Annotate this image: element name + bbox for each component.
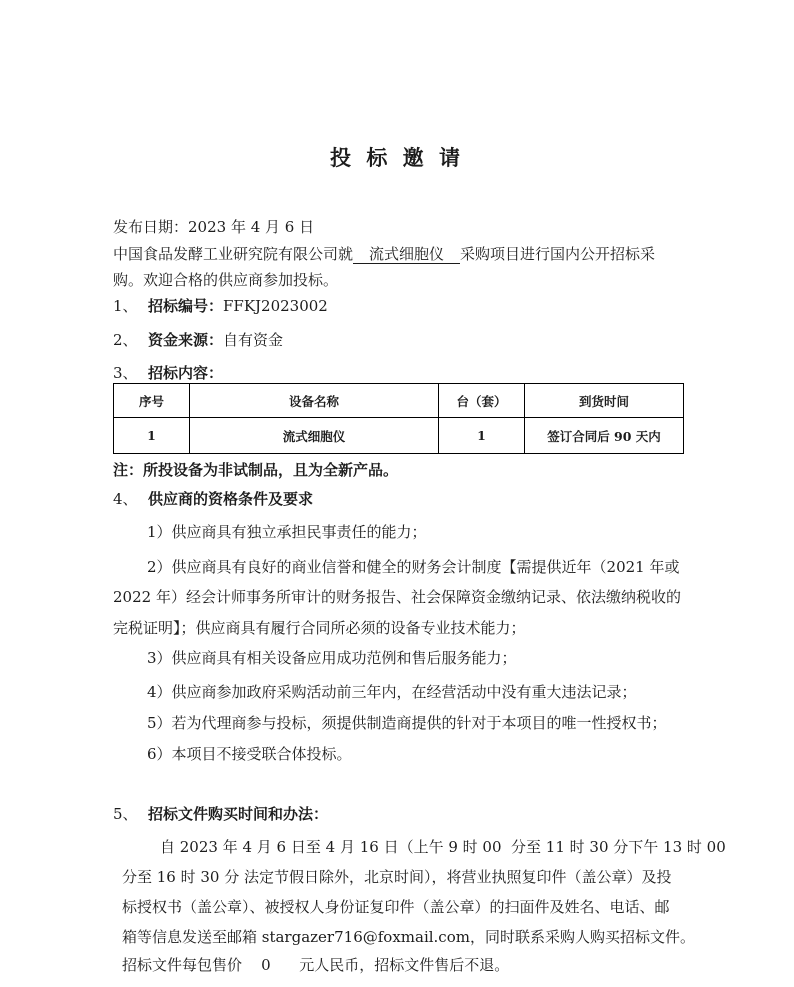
equipment-note: 注：所投设备为非试制品，且为全新产品。 (113, 461, 399, 479)
purchase-paragraph-line-5: 招标文件每包售价 0 元人民币，招标文件售后不退。 (122, 956, 510, 974)
intro-line-2: 购。欢迎合格的供应商参加投标。 (113, 271, 339, 289)
equipment-table (113, 383, 684, 454)
qualification-line-5: 5）若为代理商参与投标，须提供制造商提供的针对于本项目的唯一性授权书； (147, 714, 667, 732)
qualification-line-2: 2）供应商具有良好的商业信誉和健全的财务会计制度【需提供近年（2021 年或 (147, 558, 680, 576)
item-1-number: 1、 (113, 297, 138, 315)
intro-line-1 (113, 246, 655, 264)
cell-equipment: 流式细胞仪 (190, 418, 439, 454)
cell-seq: 1 (114, 418, 190, 454)
purchase-paragraph-line-1: 自 2023 年 4 月 6 日至 4 月 16 日（上午 9 时 00 分至 11 时 30 分下午 13 时 00 (160, 838, 726, 856)
equipment-table-row (114, 418, 684, 454)
header-quantity: 台（套） (439, 384, 525, 418)
item-5-label: 招标文件购买时间和办法： (148, 805, 329, 823)
purchase-paragraph-line-4: 箱等信息发送至邮箱 stargazer716@foxmail.com，同时联系采购人购买招标文件。 (122, 928, 695, 946)
qualification-line-4: 4）供应商参加政府采购活动前三年内，在经营活动中没有重大违法记录； (147, 683, 637, 701)
item-3-tender-content (113, 365, 223, 382)
item-2-fund-source (113, 332, 283, 349)
item-4-number: 4、 (113, 490, 138, 508)
publish-date-line: 发布日期：2023 年 4 月 6 日 (113, 218, 315, 236)
project-name-underlined: 流式细胞仪 (353, 246, 460, 264)
item-3-label: 招标内容： (148, 364, 224, 382)
purchase-paragraph-line-3: 标授权书（盖公章）、被授权人身份证复印件（盖公章）的扫面件及姓名、电话、邮 (122, 898, 670, 916)
intro-line-1-pre: 中国食品发酵工业研究院有限公司就 (113, 245, 354, 263)
qualification-line-3: 3）供应商具有相关设备应用成功范例和售后服务能力； (147, 649, 517, 667)
item-3-number: 3、 (113, 364, 138, 382)
intro-line-1-post: 采购项目进行国内公开招标采 (460, 245, 656, 263)
qualification-line-2b: 2022 年）经会计师事务所审计的财务报告、社会保障资金缴纳记录、依法缴纳税收的 (113, 588, 681, 606)
qualification-line-2c: 完税证明】；供应商具有履行合同所必须的设备专业技术能力； (113, 619, 526, 637)
item-2-label: 资金来源： (148, 331, 224, 349)
qualification-line-1: 1）供应商具有独立承担民事责任的能力； (147, 523, 427, 541)
cell-quantity: 1 (439, 418, 525, 454)
header-equipment: 设备名称 (190, 384, 439, 418)
item-4-qualifications-heading (113, 491, 313, 508)
header-delivery: 到货时间 (525, 384, 684, 418)
item-2-value: 自有资金 (223, 331, 284, 349)
item-1-value: FFKJ2023002 (223, 297, 328, 315)
purchase-paragraph-line-2: 分至 16 时 30 分 法定节假日除外，北京时间），将营业执照复印件（盖公章）及投 (122, 868, 672, 886)
item-5-purchase-heading (113, 806, 328, 823)
item-2-number: 2、 (113, 331, 138, 349)
header-seq: 序号 (114, 384, 190, 418)
item-4-label: 供应商的资格条件及要求 (148, 490, 314, 508)
cell-delivery: 签订合同后 90 天内 (525, 418, 684, 454)
item-1-tender-number (113, 298, 328, 315)
document-title: 投 标 邀 请 (330, 145, 464, 170)
item-1-label: 招标编号： (148, 297, 224, 315)
qualification-line-6: 6）本项目不接受联合体投标。 (147, 745, 352, 763)
item-5-number: 5、 (113, 805, 138, 823)
equipment-table-header-row (114, 384, 684, 418)
